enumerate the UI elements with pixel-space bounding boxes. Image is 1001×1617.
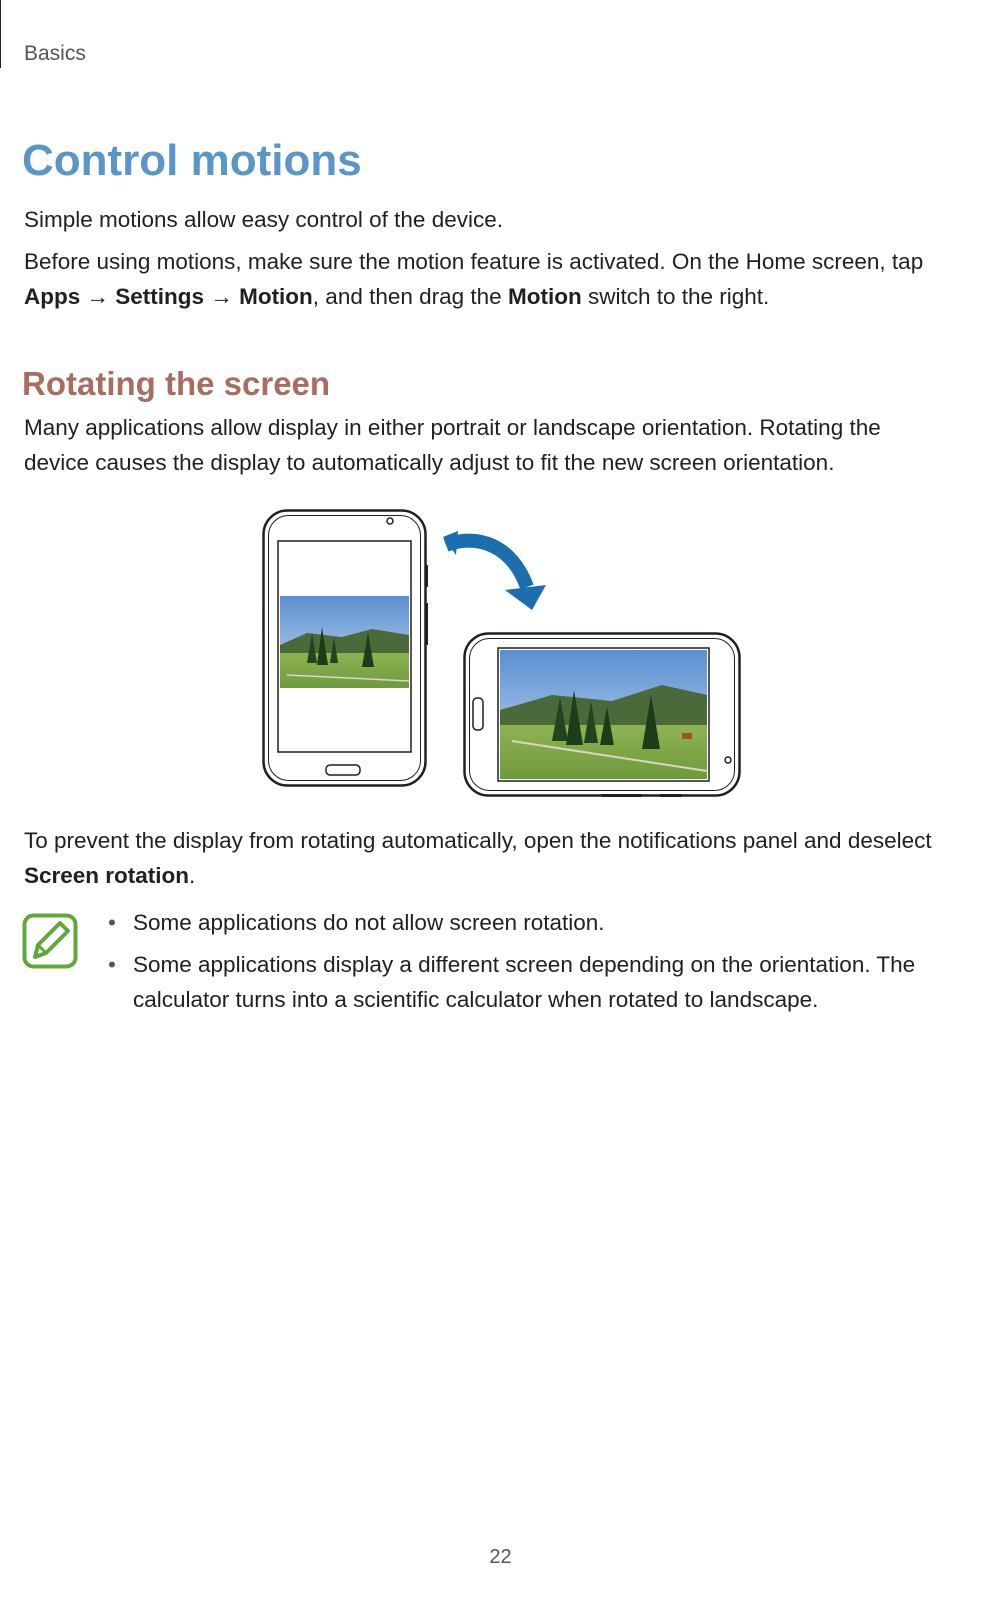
notes-list <box>108 905 978 1024</box>
landscape-phone <box>465 634 740 798</box>
note-item <box>108 947 978 1017</box>
note-item <box>108 905 978 940</box>
rotation-paragraph: Many applications allow display in either portrait or landscape orientation. Rotating the device causes the display to automatically adjust to fit the new screen orientation. <box>24 415 881 475</box>
note-text: Some applications do not allow screen rotation. <box>133 910 605 935</box>
rotation-illustration <box>262 505 752 805</box>
page-title: Control motions <box>22 136 362 185</box>
apps-label: Apps <box>24 284 81 309</box>
note-text: Some applications display a different screen depending on the orientation. The calculator turns into a scientific calculator when rotated to landscape. <box>133 952 916 1012</box>
motion-label: Motion <box>239 284 313 309</box>
prevent-rotation-paragraph: To prevent the display from rotating automatically, open the notifications panel and deselect Screen rotation. <box>24 828 932 888</box>
section-subtitle: Rotating the screen <box>22 365 331 402</box>
bullet-marker: • <box>108 910 116 935</box>
screen-rotation-label: Screen rotation <box>24 863 190 888</box>
rotation-arrow-icon <box>443 531 546 610</box>
page-edge-line <box>0 0 1 68</box>
note-pencil-icon <box>22 913 78 969</box>
activation-paragraph: Before using motions, make sure the motion feature is activated. On the Home screen, tap Apps → Settings → Motion, and then drag the Motion switch to the right. <box>24 249 924 309</box>
settings-label: Settings <box>115 284 205 309</box>
page-number: 22 <box>489 1546 512 1568</box>
intro-paragraph: Simple motions allow easy control of the device. <box>24 207 503 232</box>
motion-switch-label: Motion <box>507 284 582 309</box>
bullet-marker: • <box>108 952 116 977</box>
section-label: Basics <box>24 42 86 65</box>
portrait-phone <box>264 511 429 786</box>
